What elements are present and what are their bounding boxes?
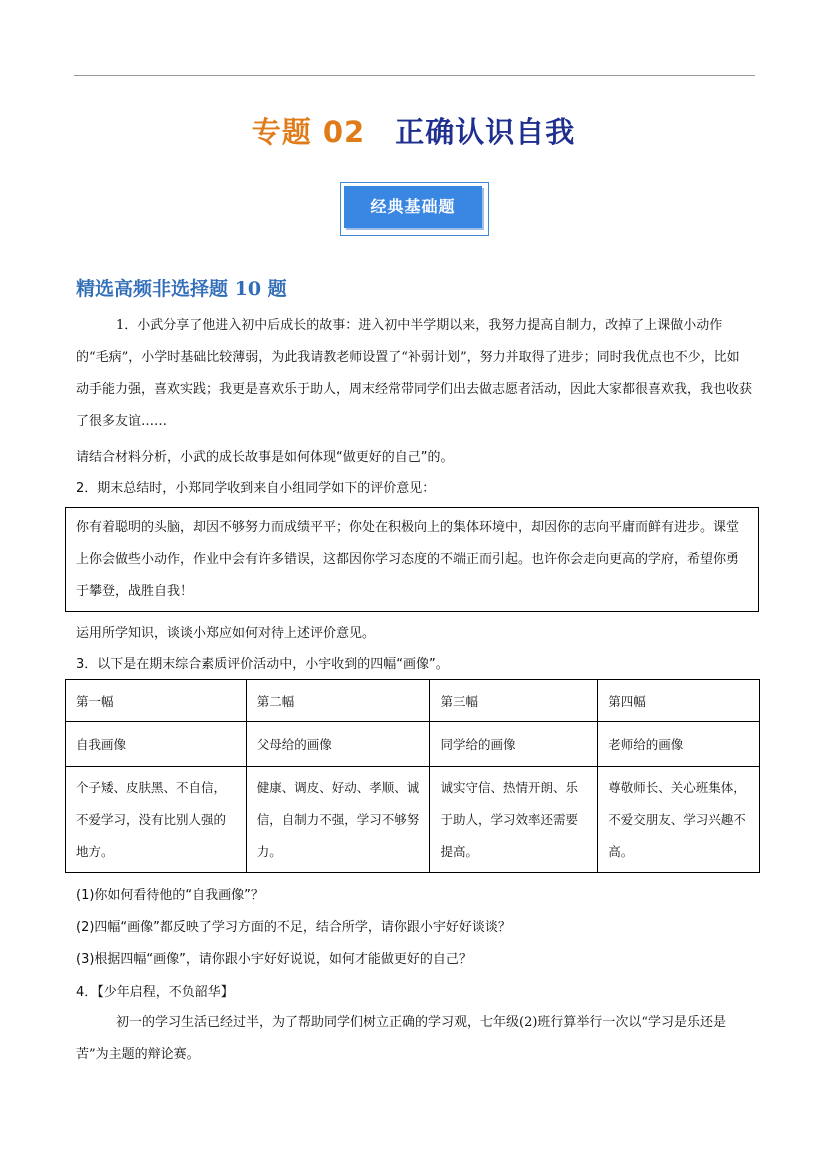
table-cell: 老师给的画像 <box>598 722 760 767</box>
q3-intro: 3．以下是在期末综合素质评价活动中，小宇收到的四幅“画像”。 <box>76 657 449 672</box>
category-badge: 经典基础题 <box>344 186 482 228</box>
title-number: 专题 02 <box>251 115 366 149</box>
q2-question: 运用所学知识，谈谈小郑应如何对待上述评价意见。 <box>76 626 376 641</box>
page-title <box>0 110 827 151</box>
q3-sub2: (2)四幅“画像”都反映了学习方面的不足，结合所学，请你跟小宇好好谈谈？ <box>76 920 511 935</box>
table-cell: 同学给的画像 <box>430 722 598 767</box>
q4-title: 4．【少年启程，不负韶华】 <box>76 985 234 1000</box>
table-cell: 自我画像 <box>66 722 247 767</box>
table-cell: 诚实守信、热情开朗、乐于助人，学习效率还需要提高。 <box>430 767 598 873</box>
table-cell: 第一幅 <box>66 680 247 722</box>
table-cell: 第三幅 <box>430 680 598 722</box>
table-row <box>66 680 760 722</box>
q2-evaluation-box: 你有着聪明的头脑，却因不够努力而成绩平平；你处在积极向上的集体环境中，却因你的志向平庸而鲜有进步。课堂上你会做些小动作，作业中会有许多错误，这都因你学习态度的不端正而引起。也许你会走向更高的学府，希望你勇于攀登，战胜自我！ <box>65 507 759 612</box>
section-title: 精选高频非选择题 10 题 <box>76 278 287 300</box>
table-row <box>66 767 760 873</box>
q1-material: 1．小武分享了他进入初中后成长的故事：进入初中半学期以来，我努力提高自制力，改掉了上课做小动作的“毛病”，小学时基础比较薄弱，为此我请教老师设置了“补弱计划”，努力并取得了进步；同时我优点也不少，比如动手能力强，喜欢实践；我更是喜欢乐于助人，周末经常带同学们出去做志愿者活动，因此大家都很喜欢我，我也收获了很多友谊…… <box>76 318 753 429</box>
q2-intro: 2．期末总结时，小郑同学收到来自小组同学如下的评价意见： <box>76 481 436 496</box>
table-cell: 健康、调皮、好动、孝顺、诚信，自制力不强，学习不够努力。 <box>246 767 430 873</box>
table-cell: 第二幅 <box>246 680 430 722</box>
table-cell: 第四幅 <box>598 680 760 722</box>
q4-material: 初一的学习生活已经过半，为了帮助同学们树立正确的学习观，七年级(2)班行算举行一次以“学习是乐还是苦”为主题的辩论赛。 <box>76 1015 727 1062</box>
q3-sub3: (3)根据四幅“画像”，请你跟小宇好好说说，如何才能做更好的自己？ <box>76 952 472 967</box>
table-cell: 父母给的画像 <box>246 722 430 767</box>
title-name: 正确认识自我 <box>395 115 576 149</box>
q1-question: 请结合材料分析，小武的成长故事是如何体现“做更好的自己”的。 <box>76 450 454 465</box>
table-row <box>66 722 760 767</box>
table-cell: 尊敬师长、关心班集体，不爱交朋友、学习兴趣不高。 <box>598 767 760 873</box>
header-rule <box>74 75 755 76</box>
portrait-table <box>65 679 760 873</box>
q3-sub1: (1)你如何看待他的“自我画像”？ <box>76 888 264 903</box>
table-cell: 个子矮、皮肤黑、不自信，不爱学习，没有比别人强的地方。 <box>66 767 247 873</box>
